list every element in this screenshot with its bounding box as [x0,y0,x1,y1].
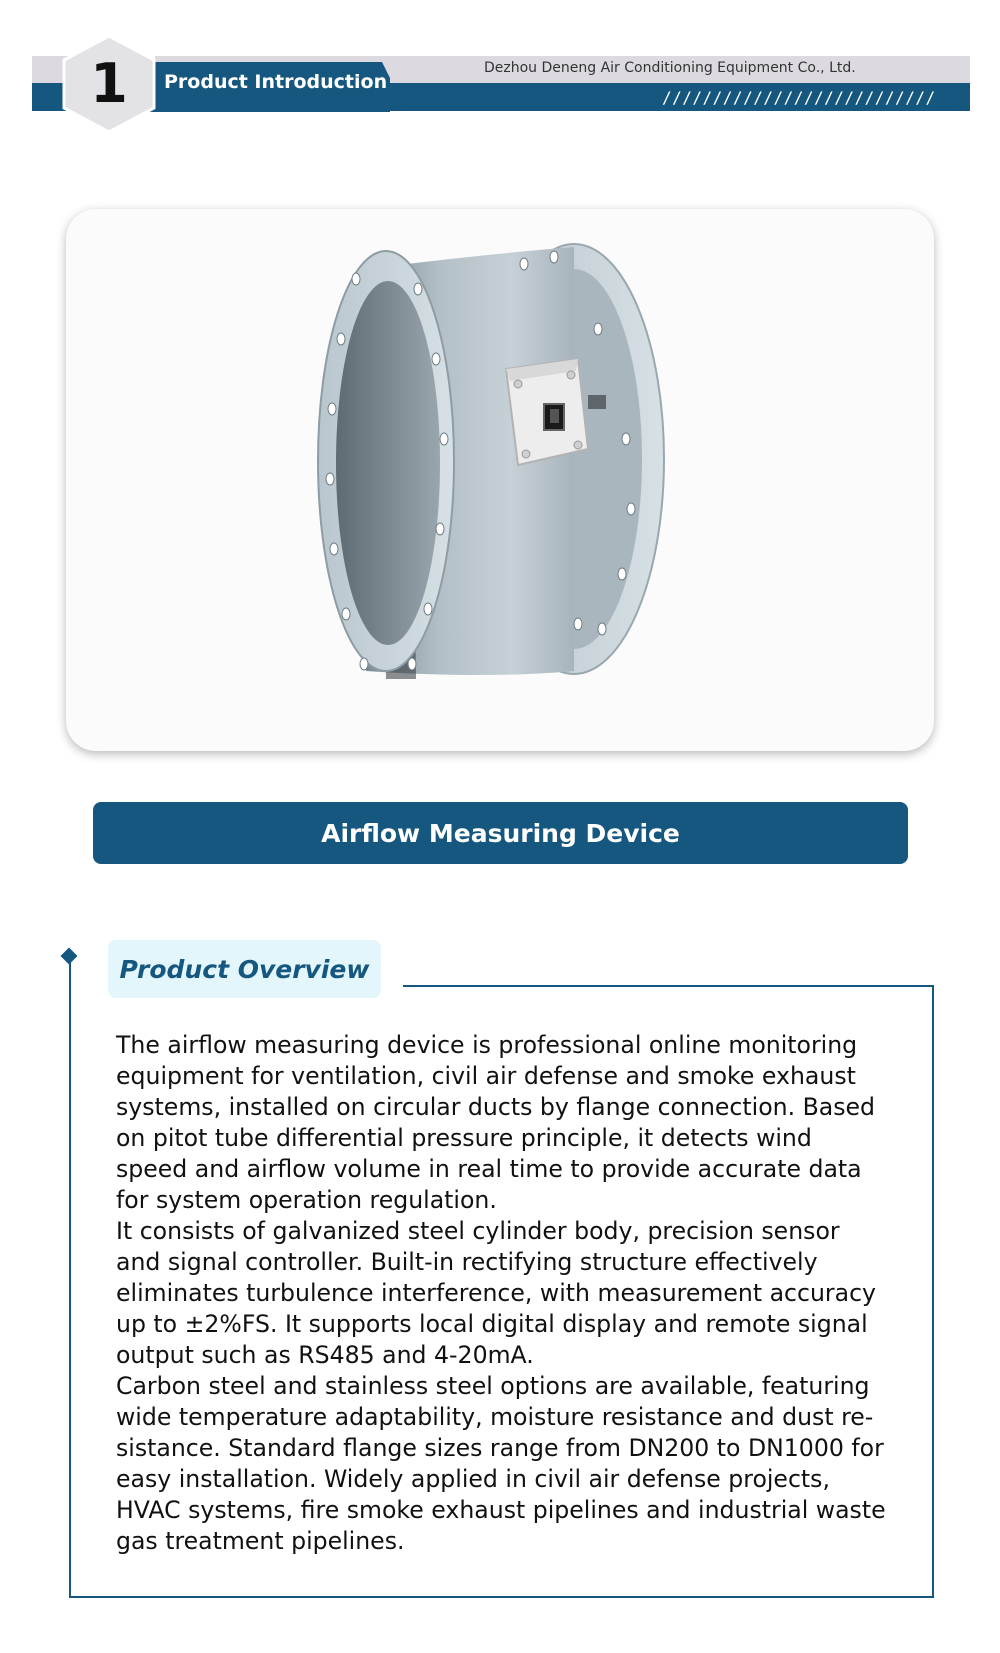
product-image-card [66,209,934,751]
header-slash-decoration: /////////////////////////// [662,88,936,107]
product-image [66,209,934,751]
overview-frame-right [932,985,934,1598]
section-number: 1 [90,52,128,115]
overview-frame-top [403,985,934,987]
diamond-icon [61,948,78,965]
section-title: Product Introduction [164,71,388,93]
section-number-badge [62,35,156,133]
overview-heading: Product Overview [119,954,370,984]
overview-body [116,1030,886,1557]
product-title-bar [93,802,908,864]
overview-frame-left [69,958,71,1598]
overview-paragraph-1: The airflow measuring device is professional online monitoring equipment for ventilation, civil air defense and smoke exhaust systems, installed on circular ducts by flange connection. Based on pitot tube differential pressure principle, it detects wind speed and airflow volume in real time to provide accurate data for system operation regulation. [116,1031,876,1214]
header-banner [0,0,1000,140]
overview-frame-bottom [69,1596,934,1598]
product-title: Airflow Measuring Device [321,818,680,848]
overview-paragraph-2: It consists of galvanized steel cylinder body, precision sensor and signal controller. Built-in rectifying structure effectively eliminates turbulence interference, with measurement accuracy up to ±2%FS. It supports local digital display and remote signal output such as RS485 and 4-20mA. [116,1217,877,1369]
company-name: Dezhou Deneng Air Conditioning Equipment Co., Ltd. [484,60,856,76]
overview-paragraph-3: Carbon steel and stainless steel options are available, featuring wide temperature adaptability, moisture resistance and dust re-sistance. Standard flange sizes range from DN200 to DN1000 for easy installation. Widely applied in civil air defense projects, HVAC systems, fire smoke exhaust pipelines and industrial waste gas treatment pipelines. [116,1372,886,1555]
overview-heading-pill [108,940,381,998]
